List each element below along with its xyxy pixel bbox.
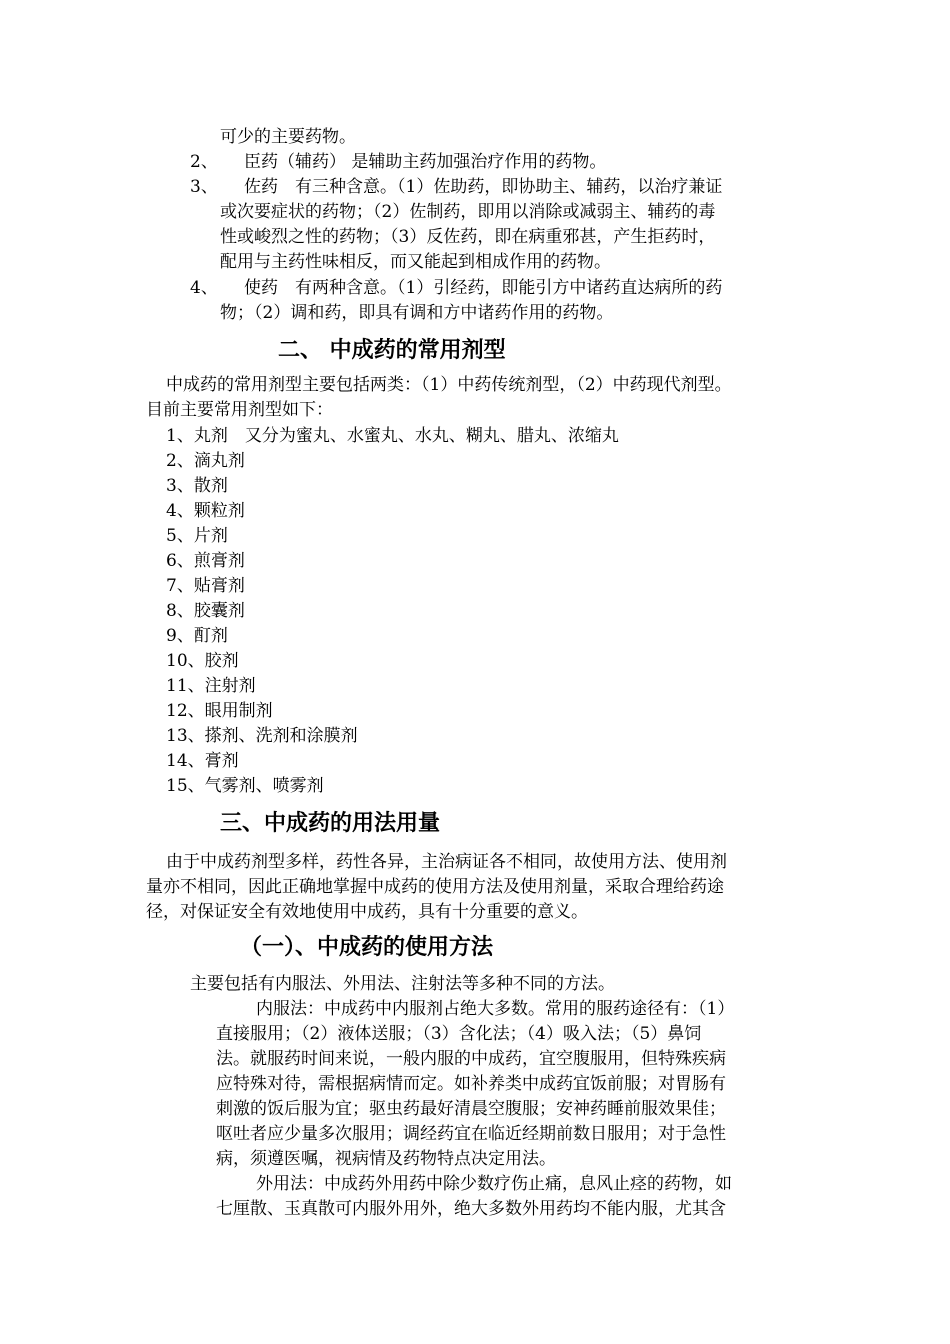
paragraph-line: 呕吐者应少量多次服用；调经药宜在临近经期前数日服用；对于急性 bbox=[216, 1124, 726, 1144]
paragraph-line: 量亦不相同，因此正确地掌握中成药的使用方法及使用剂量，采取合理给药途 bbox=[146, 877, 724, 897]
list-item: 11、注射剂 bbox=[166, 676, 256, 696]
list-item: 5、片剂 bbox=[166, 526, 228, 546]
list-item: 7、贴膏剂 bbox=[166, 576, 245, 596]
list-item-text: 或次要症状的药物；（2）佐制药，即用以消除或减弱主、辅药的毒 bbox=[220, 202, 716, 222]
list-item-text: 物；（2）调和药，即具有调和方中诸药作用的药物。 bbox=[220, 303, 614, 323]
paragraph-line: 中成药的常用剂型主要包括两类：（1）中药传统剂型，（2）中药现代剂型。 bbox=[166, 375, 732, 395]
paragraph-line: 七厘散、玉真散可内服外用外，绝大多数外用药均不能内服，尤其含 bbox=[216, 1199, 726, 1219]
section-heading: 三、中成药的用法用量 bbox=[220, 811, 441, 836]
list-item: 8、胶囊剂 bbox=[166, 601, 245, 621]
list-item: 4、颗粒剂 bbox=[166, 501, 245, 521]
list-item: 12、眼用制剂 bbox=[166, 701, 273, 721]
list-item-number: 3、 bbox=[190, 177, 218, 197]
paragraph-line: 主要包括有内服法、外用法、注射法等多种不同的方法。 bbox=[190, 974, 615, 994]
list-item-text: 配用与主药性味相反，而又能起到相成作用的药物。 bbox=[220, 252, 611, 272]
list-item: 14、膏剂 bbox=[166, 751, 239, 771]
list-item-text: 使药 有两种含意。（1）引经药，即能引方中诸药直达病所的药 bbox=[244, 278, 723, 298]
paragraph-line: 直接服用；（2）液体送服；（3）含化法；（4）吸入法；（5）鼻饲 bbox=[216, 1024, 702, 1044]
paragraph-line: 内服法：中成药中内服剂占绝大多数。常用的服药途径有：（1） bbox=[256, 999, 735, 1019]
paragraph-line: 病，须遵医嘱，视病情及药物特点决定用法。 bbox=[216, 1149, 556, 1169]
list-item: 6、煎膏剂 bbox=[166, 551, 245, 571]
list-item-text: 佐药 有三种含意。（1）佐助药，即协助主、辅药，以治疗兼证 bbox=[244, 177, 723, 197]
list-item: 10、胶剂 bbox=[166, 651, 239, 671]
list-item: 3、散剂 bbox=[166, 476, 228, 496]
paragraph-line: 刺激的饭后服为宜；驱虫药最好清晨空腹服；安神药睡前服效果佳； bbox=[216, 1099, 726, 1119]
paragraph-line: 径，对保证安全有效地使用中成药，具有十分重要的意义。 bbox=[146, 902, 588, 922]
subsection-heading: （一）、中成药的使用方法 bbox=[240, 935, 494, 960]
section-heading: 二、 中成药的常用剂型 bbox=[278, 338, 506, 363]
list-item: 2、滴丸剂 bbox=[166, 451, 245, 471]
paragraph-line: 可少的主要药物。 bbox=[220, 127, 356, 147]
paragraph-line: 由于中成药剂型多样，药性各异，主治病证各不相同，故使用方法、使用剂 bbox=[166, 852, 727, 872]
list-item: 1、丸剂 又分为蜜丸、水蜜丸、水丸、糊丸、腊丸、浓缩丸 bbox=[166, 426, 619, 446]
paragraph-line: 外用法：中成药外用药中除少数疗伤止痛，息风止痉的药物，如 bbox=[256, 1174, 732, 1194]
list-item: 13、搽剂、洗剂和涂膜剂 bbox=[166, 726, 358, 746]
list-item: 9、酊剂 bbox=[166, 626, 228, 646]
paragraph-line: 目前主要常用剂型如下： bbox=[146, 400, 333, 420]
list-item: 15、气雾剂、喷雾剂 bbox=[166, 776, 324, 796]
list-item-number: 4、 bbox=[190, 278, 218, 298]
paragraph-line: 应特殊对待，需根据病情而定。如补养类中成药宜饭前服；对胃肠有 bbox=[216, 1074, 726, 1094]
list-item-text: 臣药（辅药） 是辅助主药加强治疗作用的药物。 bbox=[244, 152, 607, 172]
list-item-number: 2、 bbox=[190, 152, 218, 172]
list-item-text: 性或峻烈之性的药物；（3）反佐药，即在病重邪甚，产生拒药时， bbox=[220, 227, 716, 247]
paragraph-line: 法。就服药时间来说，一般内服的中成药，宜空腹服用，但特殊疾病 bbox=[216, 1049, 726, 1069]
